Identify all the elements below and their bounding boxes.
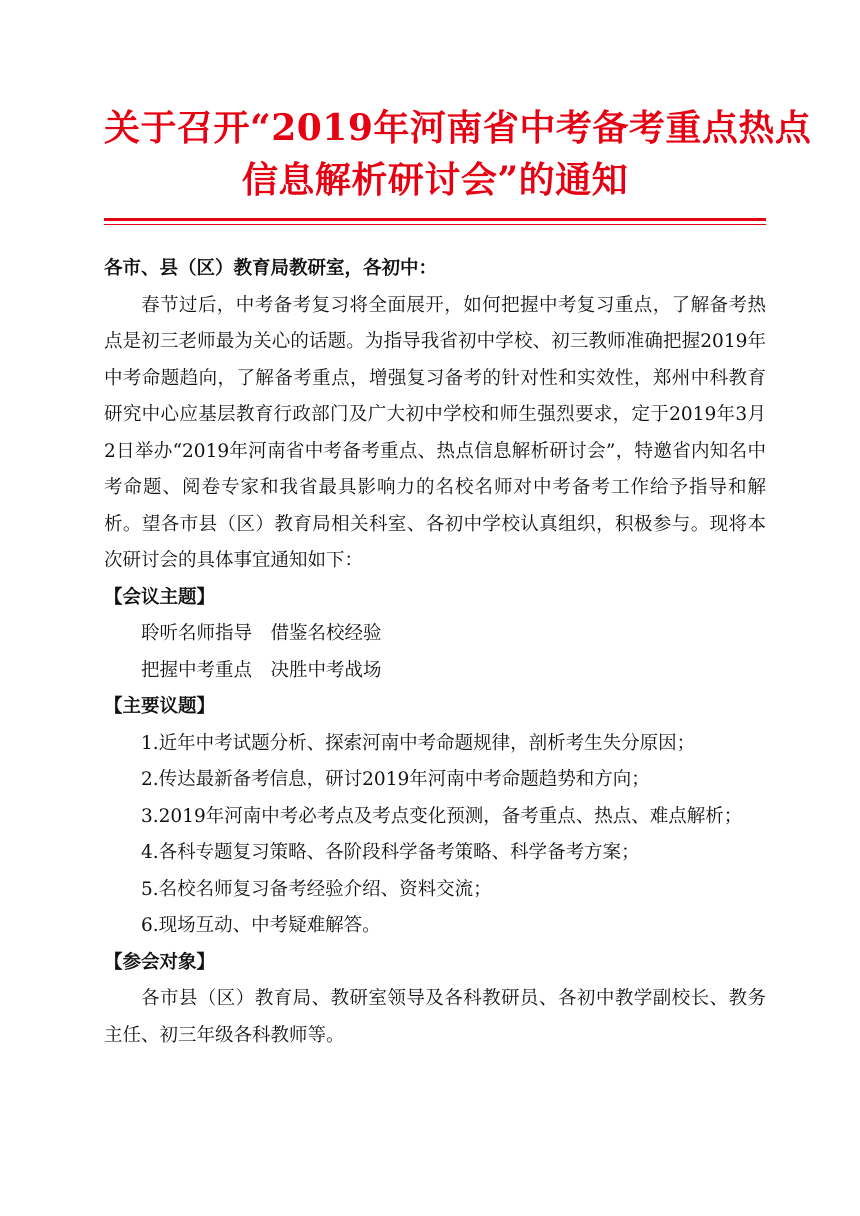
section-heading-topics: 【主要议题】 xyxy=(104,696,216,717)
notice-title-line-2: 信息解析研讨会”的通知 xyxy=(241,159,629,201)
intro-paragraph: 春节过后，中考备考复习将全面展开，如何把握中考复习重点，了解备考热点是初三老师最为关心的话题。为指导我省初中学校、初三教师准确把握2019年中考命题趋向，了解备考重点，增强复习备考的针对性和实效性，郑州中科教育研究中心应基层教育行政部门及广大初中学校和师生强烈要求，定于2019年3月2日举办“2019年河南省中考备考重点、热点信息解析研讨会”，特邀省内知名中考命题、阅卷专家和我省最具影响力的名校名师对中考备考工作给予指导和解析。望各市县（区）教育局相关科室、各初中学校认真组织，积极参与。现将本次研讨会的具体事宜通知如下： xyxy=(104,294,766,571)
section-heading-attendees: 【参会对象】 xyxy=(104,951,216,973)
red-rule-thick xyxy=(104,218,766,221)
topic-item: 5.名校名师复习备考经验介绍、资料交流； xyxy=(141,878,492,900)
attendees-paragraph: 各市县（区）教育局、教研室领导及各科教研员、各初中教学副校长、教务主任、初三年级各科教师等。 xyxy=(104,988,766,1046)
theme-line: 把握中考重点 决胜中考战场 xyxy=(141,659,382,681)
notice-title xyxy=(104,0,812,206)
topic-item: 4.各科专题复习策略、各阶段科学备考策略、科学备考方案； xyxy=(141,842,640,863)
topic-item: 2.传达最新备考信息，研讨2019年河南中考命题趋势和方向； xyxy=(141,769,650,790)
red-rule-thin xyxy=(104,224,766,225)
topic-item: 3.2019年河南中考必考点及考点变化预测，备考重点、热点、难点解析； xyxy=(141,805,743,827)
topic-item: 1.近年中考试题分析、探索河南中考命题规律，剖析考生失分原因； xyxy=(141,732,696,754)
notice-body xyxy=(104,251,766,1054)
salutation: 各市、县（区）教育局教研室，各初中： xyxy=(104,258,438,279)
theme-line: 聆听名师指导 借鉴名校经验 xyxy=(141,623,382,644)
topic-item: 6.现场互动、中考疑难解答。 xyxy=(141,915,381,936)
notice-title-line-1: 关于召开“2019年河南省中考备考重点热点 xyxy=(104,107,812,149)
section-heading-theme: 【会议主题】 xyxy=(104,586,216,608)
